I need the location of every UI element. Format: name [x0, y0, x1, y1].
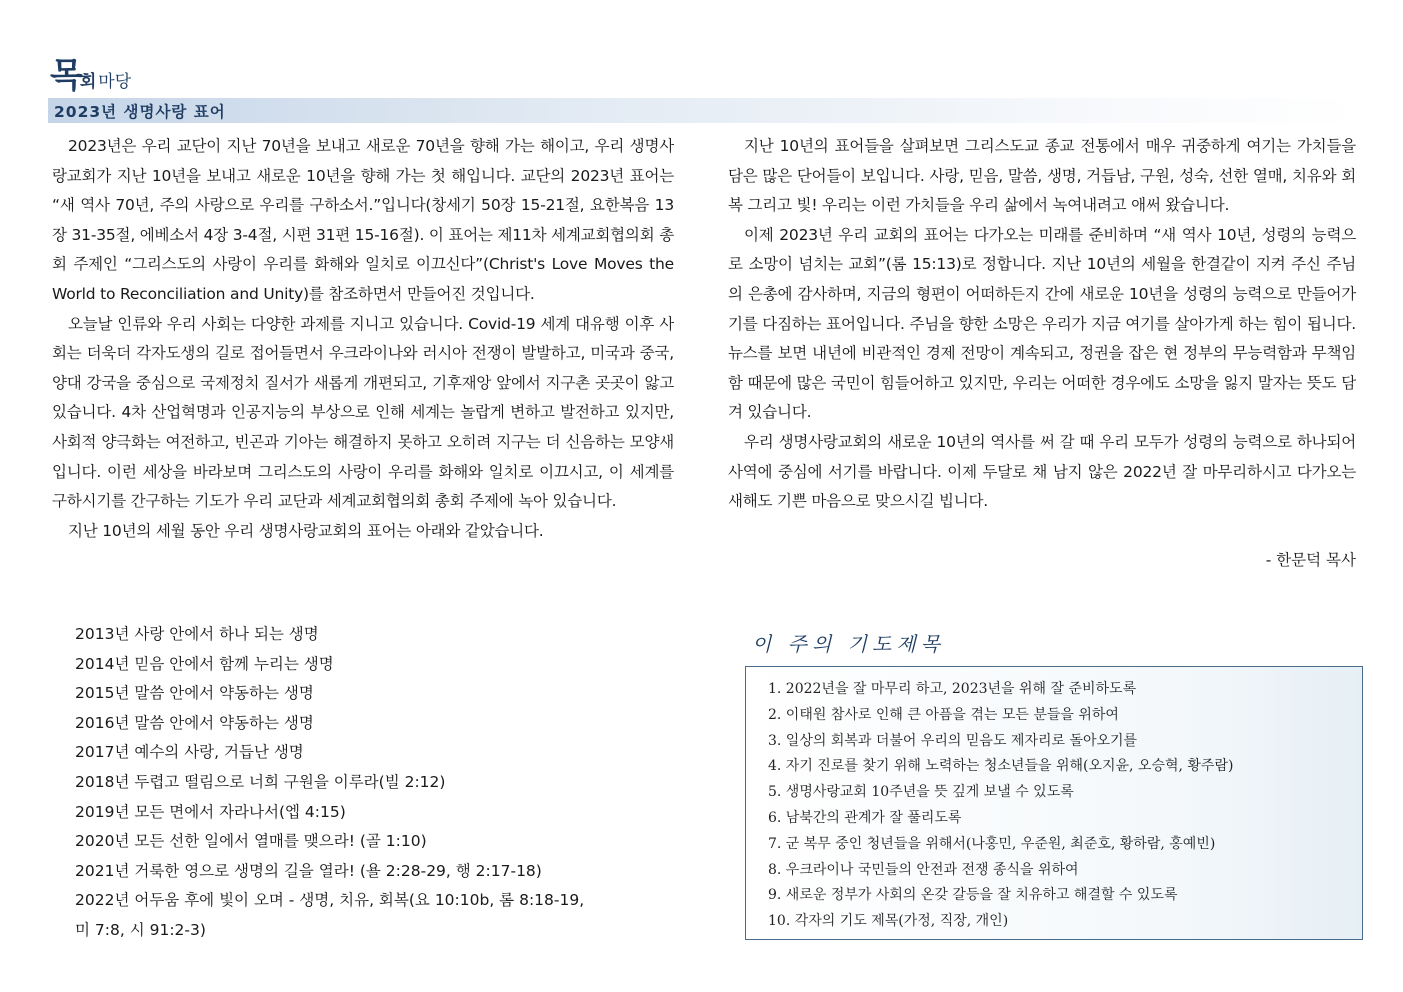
logo-small-char: 회 — [79, 72, 97, 92]
motto-item: 2016년 말씀 안에서 약동하는 생명 — [75, 713, 314, 732]
prayer-item: 8. 우크라이나 국민들의 안전과 전쟁 종식을 위하여 — [768, 861, 1079, 878]
prayer-item: 5. 생명사랑교회 10주년을 뜻 깊게 보낼 수 있도록 — [768, 784, 1074, 801]
right-column — [728, 132, 1356, 517]
prayer-box — [745, 666, 1363, 940]
right-paragraph-1: 지난 10년의 표어들을 살펴보면 그리스도교 종교 전통에서 매우 귀중하게 여기는 가치들을 담은 많은 단어들이 보입니다. 사랑, 믿음, 말씀, 생명, 거듭남, 구원, 성숙, 선한 열매, 치유와 회복 그리고 빛! 우리는 이런 가치들을 우리 삶에서 녹여내려고 애써 왔습니다. — [728, 137, 1356, 215]
title-band — [48, 98, 1358, 123]
motto-item: 2014년 믿음 안에서 함께 누리는 생명 — [75, 654, 334, 673]
prayer-item: 1. 2022년을 잘 마무리 하고, 2023년을 위해 잘 준비하도록 — [768, 681, 1137, 697]
prayer-item: 10. 각자의 기도 제목(가정, 직장, 개인) — [768, 913, 1009, 930]
motto-item-continued: 미 7:8, 시 91:2-3) — [75, 920, 206, 939]
left-paragraph-3: 지난 10년의 세월 동안 우리 생명사랑교회의 표어는 아래와 같았습니다. — [68, 521, 544, 540]
motto-item: 2013년 사랑 안에서 하나 되는 생명 — [75, 625, 319, 643]
right-paragraph-3: 우리 생명사랑교회의 새로운 10년의 역사를 써 갈 때 우리 모두가 성령의 능력으로 하나되어 사역에 중심에 서기를 바랍니다. 이제 두달로 채 남지 않은 2022년 잘 마무리하시고 다가오는 새해도 기쁜 마음으로 맞으시길 빕니다. — [728, 432, 1356, 511]
motto-item: 2022년 어두움 후에 빛이 오며 - 생명, 치유, 회복(요 10:10b, 롬 8:18-19, — [75, 891, 585, 910]
signature: - 한문덕 목사 — [1265, 551, 1356, 569]
motto-list — [75, 620, 675, 946]
left-column — [52, 132, 674, 546]
prayer-item: 3. 일상의 회복과 더불어 우리의 믿음도 제자리로 돌아오기를 — [768, 732, 1138, 749]
left-paragraph-1: 2023년은 우리 교단이 지난 70년을 보내고 새로운 70년을 향해 가는 해이고, 우리 생명사랑교회가 지난 10년을 보내고 새로운 10년을 향해 가는 첫 해입니다. 교단의 2023년 표어는 “새 역사 70년, 주의 사랑으로 우리를 구하소서.”입니다(창세기 50장 15-21절, 요한복음 13장 31-35절, 에베소서 4장 3-4절, 시편 31편 15-16절). 이 표어는 제11차 세계교회협의회 총회 주제인 “그리스도의 사랑이 우리를 화해와 일치로 이끄신다”(Christ's Love Moves the World to Reconciliation and Unity)를 참조하면서 만들어진 것입니다. — [52, 137, 674, 303]
motto-item: 2019년 모든 면에서 자라나서(엡 4:15) — [75, 802, 346, 821]
motto-item: 2021년 거룩한 영으로 생명의 길을 열라! (욜 2:28-29, 행 2:17-18) — [75, 861, 542, 880]
prayer-item: 9. 새로운 정부가 사회의 온갖 갈등을 잘 치유하고 해결할 수 있도록 — [768, 887, 1178, 904]
motto-item: 2018년 두렵고 떨림으로 너희 구원을 이루라(빌 2:12) — [75, 772, 446, 791]
right-paragraph-2: 이제 2023년 우리 교회의 표어는 다가오는 미래를 준비하며 “새 역사 10년, 성령의 능력으로 소망이 넘치는 교회”(롬 15:13)로 정합니다. 지난 10년의 세월을 한결같이 지켜 주신 주님의 은총에 감사하며, 지금의 형편이 어떠하든지 간에 새로운 10년을 성령의 능력으로 만들어가기를 다짐하는 표어입니다. 주님을 향한 소망은 우리가 지금 여기를 살아가게 하는 힘이 됩니다. 뉴스를 보면 내년에 비관적인 경제 전망이 계속되고, 정권을 잡은 현 정부의 무능력함과 무책임함 때문에 많은 국민이 힘들어하고 있지만, 우리는 어떠한 경우에도 소망을 잃지 말자는 뜻도 담겨 있습니다. — [728, 225, 1356, 422]
prayer-item: 4. 자기 진로를 찾기 위해 노력하는 청소년들을 위해(오지윤, 오승혁, 황주람) — [768, 758, 1234, 775]
motto-item: 2017년 예수의 사랑, 거듭난 생명 — [75, 743, 304, 762]
prayer-item: 6. 남북간의 관계가 잘 풀리도록 — [768, 809, 962, 826]
motto-item: 2020년 모든 선한 일에서 열매를 맺으라! (골 1:10) — [75, 832, 427, 851]
prayer-item: 2. 이태원 참사로 인해 큰 아픔을 겪는 모든 분들을 위하여 — [768, 706, 1119, 723]
page-title: 2023년 생명사랑 표어 — [54, 103, 226, 121]
section-logo — [50, 48, 131, 97]
prayer-item: 7. 군 복무 중인 청년들을 위해서(나홍민, 우준원, 최준호, 황하람, 홍예빈) — [768, 835, 1216, 852]
logo-big-char: 목 — [50, 56, 82, 96]
logo-small-text: 마당 — [98, 72, 132, 92]
left-paragraph-2: 오늘날 인류와 우리 사회는 다양한 과제를 지니고 있습니다. Covid-19 세계 대유행 이후 사회는 더욱더 각자도생의 길로 접어들면서 우크라이나와 러시아 전쟁이 발발하고, 미국과 중국, 양대 강국을 중심으로 국제정치 질서가 새롭게 개편되고, 기후재앙 앞에서 지구촌 곳곳이 앓고 있습니다. 4차 산업혁명과 인공지능의 부상으로 인해 세계는 놀랍게 변하고 발전하고 있지만, 사회적 양극화는 여전하고, 빈곤과 기아는 해결하지 못하고 오히려 지구는 더 신음하는 모양새입니다. 이런 세상을 바라보며 그리스도의 사랑이 우리를 화해와 일치로 이끄시고, 이 세계를 구하시기를 간구하는 기도가 우리 교단과 세계교회협의회 총회 주제에 녹아 있습니다. — [52, 314, 674, 511]
prayer-title: 이 주의 기도제목 — [752, 632, 945, 656]
motto-item: 2015년 말씀 안에서 약동하는 생명 — [75, 684, 314, 703]
